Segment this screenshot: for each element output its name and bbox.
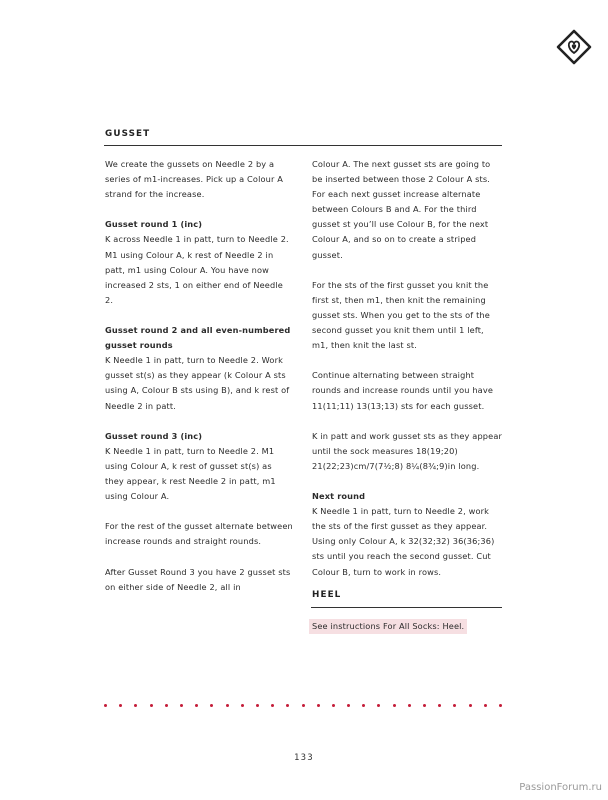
- paragraph: [312, 157, 502, 263]
- divider-dot: [377, 704, 380, 707]
- dotted-divider: [104, 703, 502, 709]
- paragraph: [105, 565, 293, 595]
- subheading: Next round: [312, 491, 366, 502]
- paragraph-text: K across Needle 1 in patt, turn to Needle 2. M1 using Colour A, k rest of Needle 2 in patt, m1 using Colour A. You have now increased 2 sts, 1 on either end of Needle 2.: [105, 234, 289, 305]
- divider-dot: [469, 704, 472, 707]
- divider-dot: [362, 704, 365, 707]
- divider-dot: [423, 704, 426, 707]
- paragraph-text: K in patt and work gusset sts as they appear until the sock measures 18(19;20) 21(22;23)cm/7(7½;8) 8¼(8¾;9)in long.: [312, 430, 503, 471]
- paragraph-text: We create the gussets on Needle 2 by a series of m1-increases. Pick up a Colour A strand for the increase.: [105, 159, 284, 200]
- divider-dot: [453, 704, 456, 707]
- paragraph: [312, 368, 502, 413]
- divider-dot: [332, 704, 335, 707]
- section-rule-gusset: [104, 145, 502, 146]
- section-title-gusset: GUSSET: [105, 129, 151, 139]
- section-rule-heel: [311, 607, 502, 608]
- paragraph-text: For the sts of the first gusset you knit the first st, then m1, then knit the remaining gusset sts. When you get to the sts of the second gusset you knit them until 1 left, m1, then knit the last st.: [312, 279, 490, 351]
- divider-dot: [210, 704, 213, 707]
- paragraph-text: K Needle 1 in patt, turn to Needle 2, work the sts of the first gusset as they appear. Using only Colour A, k 32(32;32) 36(36;36) sts until you reach the second gusset. Cut Colour B, turn to work in rows.: [312, 506, 495, 577]
- paragraph: [105, 429, 293, 504]
- paragraph-text: Continue alternating between straight rounds and increase rounds until you have 11(11;11) 13(13;13) sts for each gusset.: [312, 370, 494, 411]
- heel-instruction: See instructions For All Socks: Heel.: [309, 619, 467, 634]
- right-column: [312, 157, 502, 595]
- diamond-heart-logo-icon: [555, 28, 593, 66]
- paragraph-text: For the rest of the gusset alternate between increase rounds and straight rounds.: [105, 521, 293, 547]
- divider-dot: [180, 704, 183, 707]
- divider-dot: [484, 704, 487, 707]
- section-title-heel: HEEL: [312, 590, 342, 600]
- paragraph: [105, 157, 293, 202]
- divider-dot: [408, 704, 411, 707]
- divider-dot: [150, 704, 153, 707]
- divider-dot: [347, 704, 350, 707]
- paragraph: [105, 323, 293, 414]
- divider-dot: [499, 704, 502, 707]
- paragraph: [312, 489, 502, 580]
- paragraph-text: K Needle 1 in patt, turn to Needle 2. M1 using Colour A, k rest of gusset st(s) as they appear, k rest Needle 2 in patt, m1 using Colour A.: [105, 445, 276, 502]
- subheading: Gusset round 2 and all even-numbered gusset rounds: [105, 325, 291, 351]
- divider-dot: [302, 704, 305, 707]
- subheading: Gusset round 3 (inc): [105, 430, 203, 441]
- divider-dot: [393, 704, 396, 707]
- divider-dot: [195, 704, 198, 707]
- divider-dot: [438, 704, 441, 707]
- divider-dot: [286, 704, 289, 707]
- watermark: PassionForum.ru: [519, 782, 602, 793]
- paragraph-text: After Gusset Round 3 you have 2 gusset sts on either side of Needle 2, all in: [105, 566, 291, 592]
- divider-dot: [317, 704, 320, 707]
- left-column: [105, 157, 293, 610]
- paragraph-text: K Needle 1 in patt, turn to Needle 2. Work gusset st(s) as they appear (k Colour A sts using A, Colour B sts using B), and k rest of Needle 2 in patt.: [105, 355, 290, 411]
- paragraph-text: Colour A. The next gusset sts are going to be inserted between those 2 Colour A sts. For each next gusset increase alternate between Colours B and A. For the third gusset st you’ll use Colour B, for the next Colour A, and so on to create a striped gusset.: [312, 159, 491, 260]
- paragraph: [105, 519, 293, 549]
- divider-dot: [226, 704, 229, 707]
- paragraph: [312, 278, 502, 353]
- divider-dot: [104, 704, 107, 707]
- divider-dot: [241, 704, 244, 707]
- divider-dot: [165, 704, 168, 707]
- divider-dot: [271, 704, 274, 707]
- paragraph: [312, 429, 502, 474]
- divider-dot: [134, 704, 137, 707]
- paragraph: [105, 217, 293, 308]
- divider-dot: [119, 704, 122, 707]
- divider-dot: [256, 704, 259, 707]
- subheading: Gusset round 1 (inc): [105, 219, 203, 230]
- page-number: 133: [294, 753, 314, 763]
